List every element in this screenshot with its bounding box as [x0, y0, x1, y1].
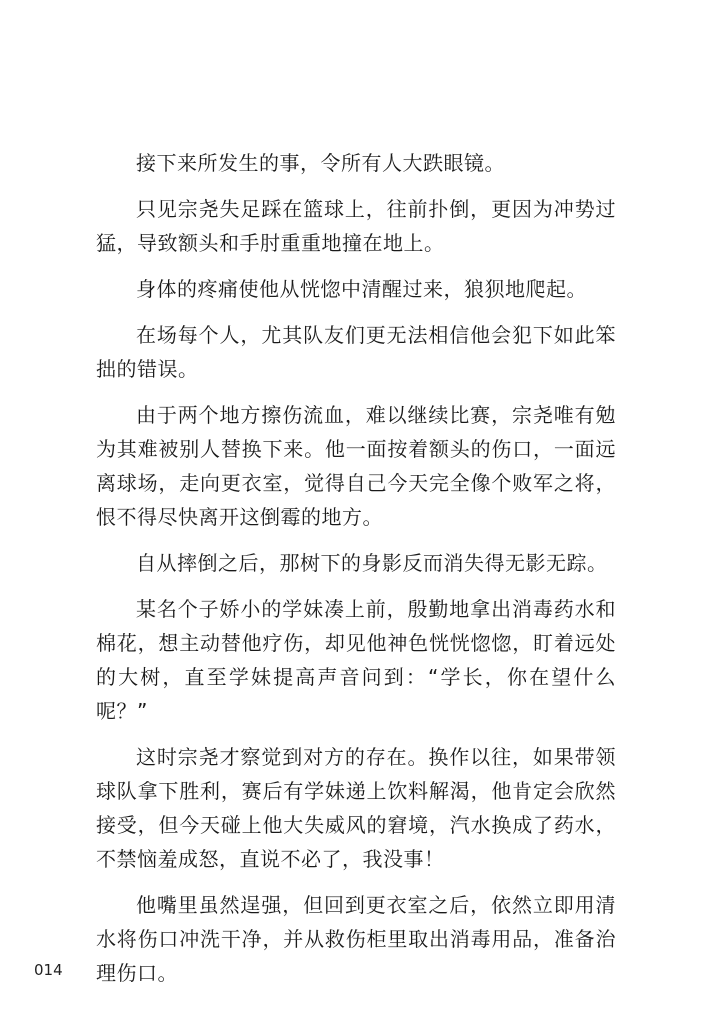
paragraph: 在场每个人，尤其队友们更无法相信他会犯下如此笨拙的错误。 [96, 323, 616, 381]
paragraph: 自从摔倒之后，那树下的身影反而消失得无影无踪。 [136, 551, 608, 575]
body-text [96, 146, 616, 1002]
paragraph: 只见宗尧失足踩在篮球上，往前扑倒，更因为冲势过猛，导致额头和手肘重重地撞在地上。 [96, 197, 616, 255]
paragraph: 某名个子娇小的学妹凑上前，殷勤地拿出消毒药水和棉花，想主动替他疗伤，却见他神色恍恍惚惚，盯着远处的大树，直至学妹提高声音问到：“学长，你在望什么呢？” [96, 597, 616, 723]
paragraph: 这时宗尧才察觉到对方的存在。换作以往，如果带领球队拿下胜利，赛后有学妹递上饮料解渴，他肯定会欣然接受，但今天碰上他大失威风的窘境，汽水换成了药水，不禁恼羞成怒，直说不必了，我没事！ [96, 745, 616, 871]
paragraph: 他嘴里虽然逞强，但回到更衣室之后，依然立即用清水将伤口冲洗干净，并从救伤柜里取出消毒用品，准备治理伤口。 [96, 893, 616, 985]
page-number: 014 [34, 961, 63, 979]
paragraph: 接下来所发生的事，令所有人大跌眼镜。 [136, 151, 505, 175]
paragraph: 由于两个地方擦伤流血，难以继续比赛，宗尧唯有勉为其难被别人替换下来。他一面按着额头的伤口，一面远离球场，走向更衣室，觉得自己今天完全像个败军之将，恨不得尽快离开这倒霉的地方。 [96, 403, 616, 529]
paragraph: 身体的疼痛使他从恍惚中清醒过来，狼狈地爬起。 [136, 277, 587, 301]
